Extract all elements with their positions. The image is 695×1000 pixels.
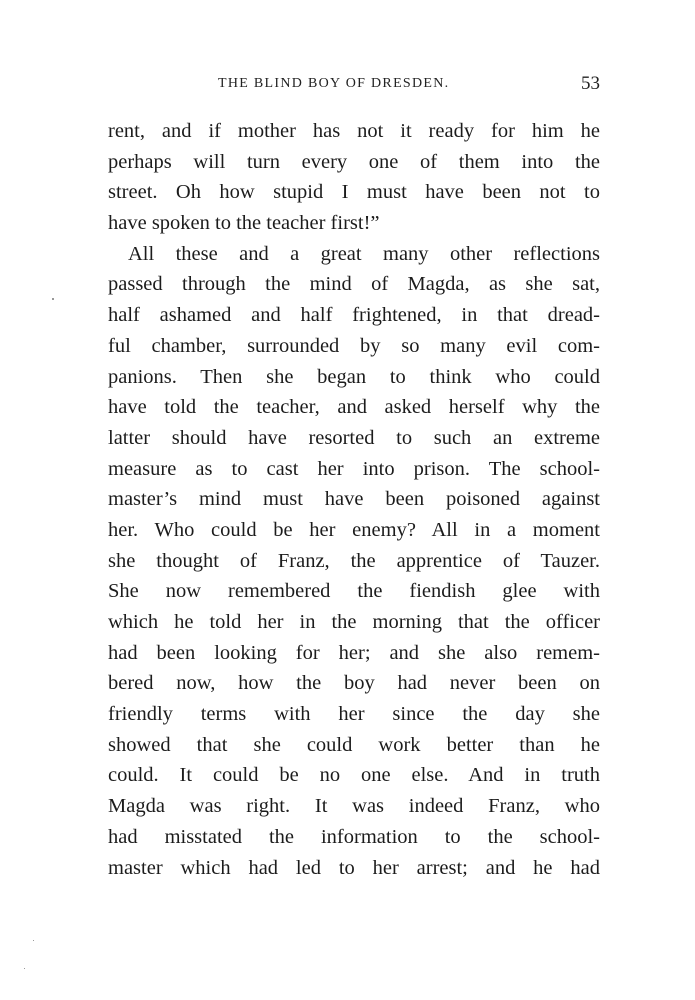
scan-speck bbox=[33, 940, 34, 941]
text-line: rent, and if mother has not it ready for him he bbox=[108, 120, 600, 142]
text-line: have told the teacher, and asked herself why the bbox=[108, 396, 600, 419]
text-line: master which had led to her arrest; and he had bbox=[108, 856, 600, 879]
text-line: perhaps will turn every one of them into the bbox=[108, 150, 600, 173]
text-line: Magda was right. It was indeed Franz, who bbox=[108, 795, 600, 818]
text-line: measure as to cast her into prison. The school- bbox=[108, 457, 600, 480]
text-line: had been looking for her; and she also remem- bbox=[108, 641, 600, 664]
body-text bbox=[108, 116, 600, 883]
text-line: bered now, how the boy had never been on bbox=[108, 672, 600, 695]
text-line: master’s mind must have been poisoned against bbox=[108, 488, 600, 511]
text-line: ful chamber, surrounded by so many evil com- bbox=[108, 334, 600, 357]
text-line: showed that she could work better than he bbox=[108, 733, 600, 756]
text-line: she thought of Franz, the apprentice of Tauzer. bbox=[108, 549, 600, 572]
text-line: street. Oh how stupid I must have been not to bbox=[108, 181, 600, 204]
running-header bbox=[108, 73, 600, 100]
text-line: have spoken to the teacher first!” bbox=[108, 212, 380, 235]
text-line: passed through the mind of Magda, as she sat, bbox=[108, 273, 600, 296]
text-line: She now remembered the fiendish glee with bbox=[108, 580, 600, 603]
text-line: friendly terms with her since the day she bbox=[108, 703, 600, 726]
text-line: could. It could be no one else. And in truth bbox=[108, 764, 600, 787]
scan-speck bbox=[24, 968, 25, 969]
running-title: THE BLIND BOY OF DRESDEN. bbox=[218, 76, 450, 91]
scan-speck bbox=[52, 298, 54, 300]
text-line: which he told her in the morning that the officer bbox=[108, 611, 600, 633]
text-line: her. Who could be her enemy? All in a moment bbox=[108, 518, 600, 541]
text-line: latter should have resorted to such an extreme bbox=[108, 426, 600, 449]
text-line: half ashamed and half frightened, in that dread- bbox=[108, 304, 600, 327]
paragraph-start-line: All these and a great many other reflections bbox=[128, 242, 600, 265]
text-line: panions. Then she began to think who could bbox=[108, 365, 600, 388]
text-line: had misstated the information to the school- bbox=[108, 825, 600, 848]
page-number: 53 bbox=[581, 73, 600, 94]
